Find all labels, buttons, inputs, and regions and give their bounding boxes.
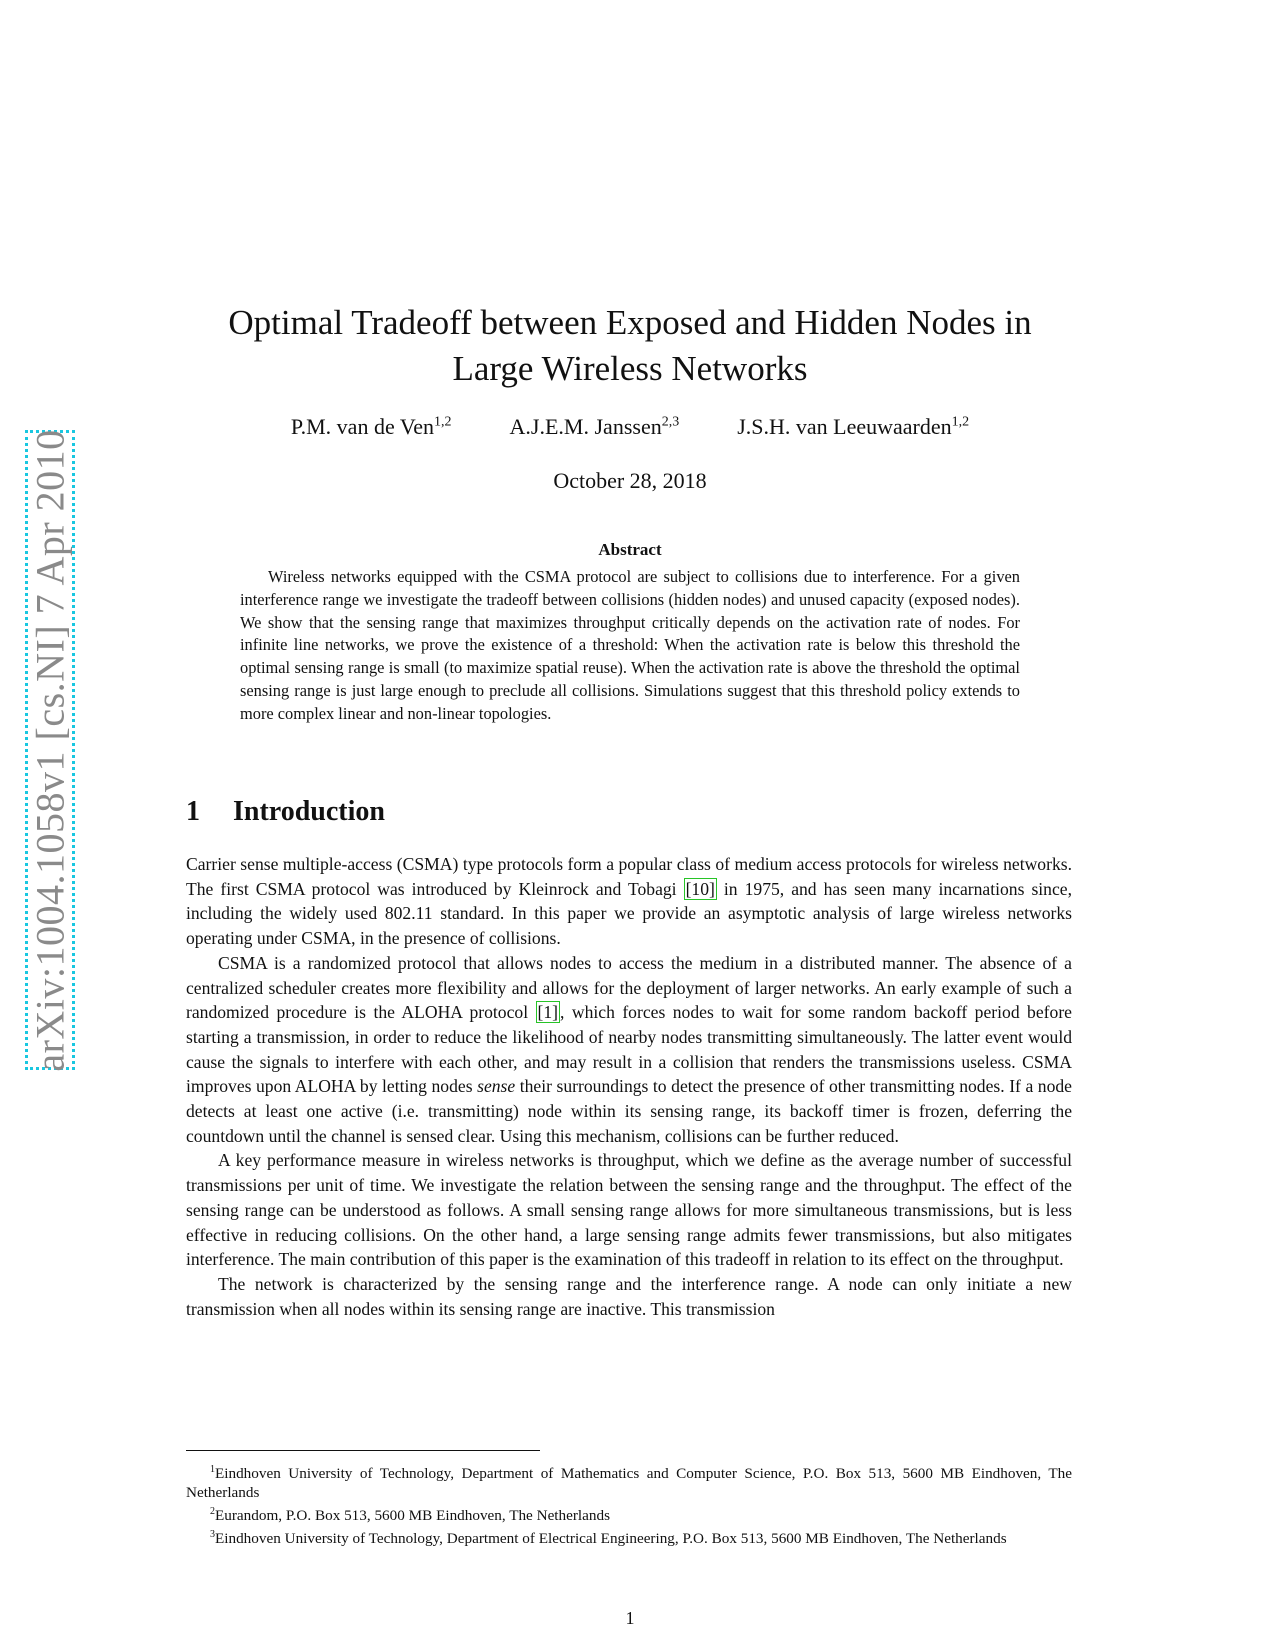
footnote: $^1$Eindhoven University of Technology, Department of Mathematics and Computer Science, P.O. Box 513, 5600 MB Eindhoven, The Netherlands [186, 1464, 1072, 1502]
paper-title [180, 300, 1080, 392]
author-list [180, 414, 1080, 440]
author: J.S.H. van Leeuwaarden$^{1,2}$ [737, 414, 970, 439]
page-number: 1 [625, 1608, 635, 1628]
emphasis: sense [477, 1076, 516, 1097]
author-affiliation: 1,2 [434, 414, 452, 430]
abstract-text: Wireless networks equipped with the CSMA protocol are subject to collisions due to interference. For a given interference range we investigate the tradeoff between collisions (hidden nodes) and unused capacity (exposed nodes). We show that the sensing range that maximizes throughput critically depends on the activation rate of nodes. For infinite line networks, we prove the existence of a threshold: When the activation rate is below this threshold the optimal sensing range is small (to maximize spatial reuse). When the activation rate is above the threshold the optimal sensing range is just large enough to preclude all collisions. Simulations suggest that this threshold policy extends to more complex linear and non-linear topologies. [240, 567, 1020, 723]
paper-date: October 28, 2018 [553, 468, 707, 493]
author-affiliation: 2,3 [661, 414, 680, 430]
arxiv-stamp [25, 430, 75, 1070]
paragraph: Carrier sense multiple-access (CSMA) type protocols form a popular class of medium access protocols for wireless networks. The first CSMA protocol was introduced by Kleinrock and Tobagi [10] in 1975, and has seen many incarnations since, including the widely used 802.11 standard. In this paper we provide an asymptotic analysis of large wireless networks operating under CSMA, in the presence of collisions. [186, 854, 1072, 949]
paragraph: CSMA is a randomized protocol that allows nodes to access the medium in a distributed manner. The absence of a centralized scheduler creates more flexibility and allows for the deployment of larger networks. An early example of such a randomized procedure is the ALOHA protocol [1] , which forces nodes to wait for some random backoff period before starting a transmission, in order to reduce the likelihood of nearby nodes transmitting simultaneously. The latter event would cause the signals to interfere with each other, and may result in a collision that renders the transmissions useless. CSMA improves upon ALOHA by letting nodes sense their surroundings to detect the presence of other transmitting nodes. If a node detects at least one active (i.e. transmitting) node within its sensing range, its backoff timer is frozen, deferring the countdown until the channel is sensed clear. Using this mechanism, collisions can be further reduced. [186, 952, 1072, 1146]
author: P.M. van de Ven$^{1,2}$ [290, 414, 452, 439]
footnotes [186, 1460, 1072, 1548]
title-line-2: Large Wireless Networks [452, 349, 808, 388]
citation-link[interactable]: [1] [537, 1002, 559, 1023]
footnote-rule [186, 1450, 540, 1451]
author: A.J.E.M. Janssen$^{2,3}$ [509, 414, 680, 439]
abstract-heading: Abstract [598, 540, 662, 559]
arxiv-stamp-text: arXiv:1004.1058v1 [cs.NI] 7 Apr 2010 [27, 428, 73, 1072]
footnote: $^3$Eindhoven University of Technology, Department of Electrical Engineering, P.O. Box 513, 5600 MB Eindhoven, The Netherlands [210, 1529, 1007, 1548]
body-text [186, 852, 1072, 1321]
paragraph: A key performance measure in wireless networks is throughput, which we define as the average number of successful transmissions per unit of time. We investigate the relation between the sensing range and the throughput. The effect of the sensing range can be understood as follows. A small sensing range allows for more simultaneous transmissions, but is less effective in reducing collisions. On the other hand, a large sensing range admits fewer transmissions, but also mitigates interference. The main contribution of this paper is the examination of this tradeoff in relation to its effect on the throughput. [186, 1150, 1072, 1270]
footnote: $^2$Eurandom, P.O. Box 513, 5600 MB Eindhoven, The Netherlands [210, 1506, 610, 1525]
section-number: 1 [186, 796, 200, 827]
citation-link[interactable]: [10] [685, 878, 715, 899]
paragraph: The network is characterized by the sensing range and the interference range. A node can only initiate a new transmission when all nodes within its sensing range are inactive. This transmission [186, 1273, 1072, 1319]
section-heading [186, 796, 385, 828]
title-line-1: Optimal Tradeoff between Exposed and Hidden Nodes in [228, 303, 1032, 342]
author-affiliation: 1,2 [951, 414, 970, 430]
section-title: Introduction [233, 796, 385, 827]
